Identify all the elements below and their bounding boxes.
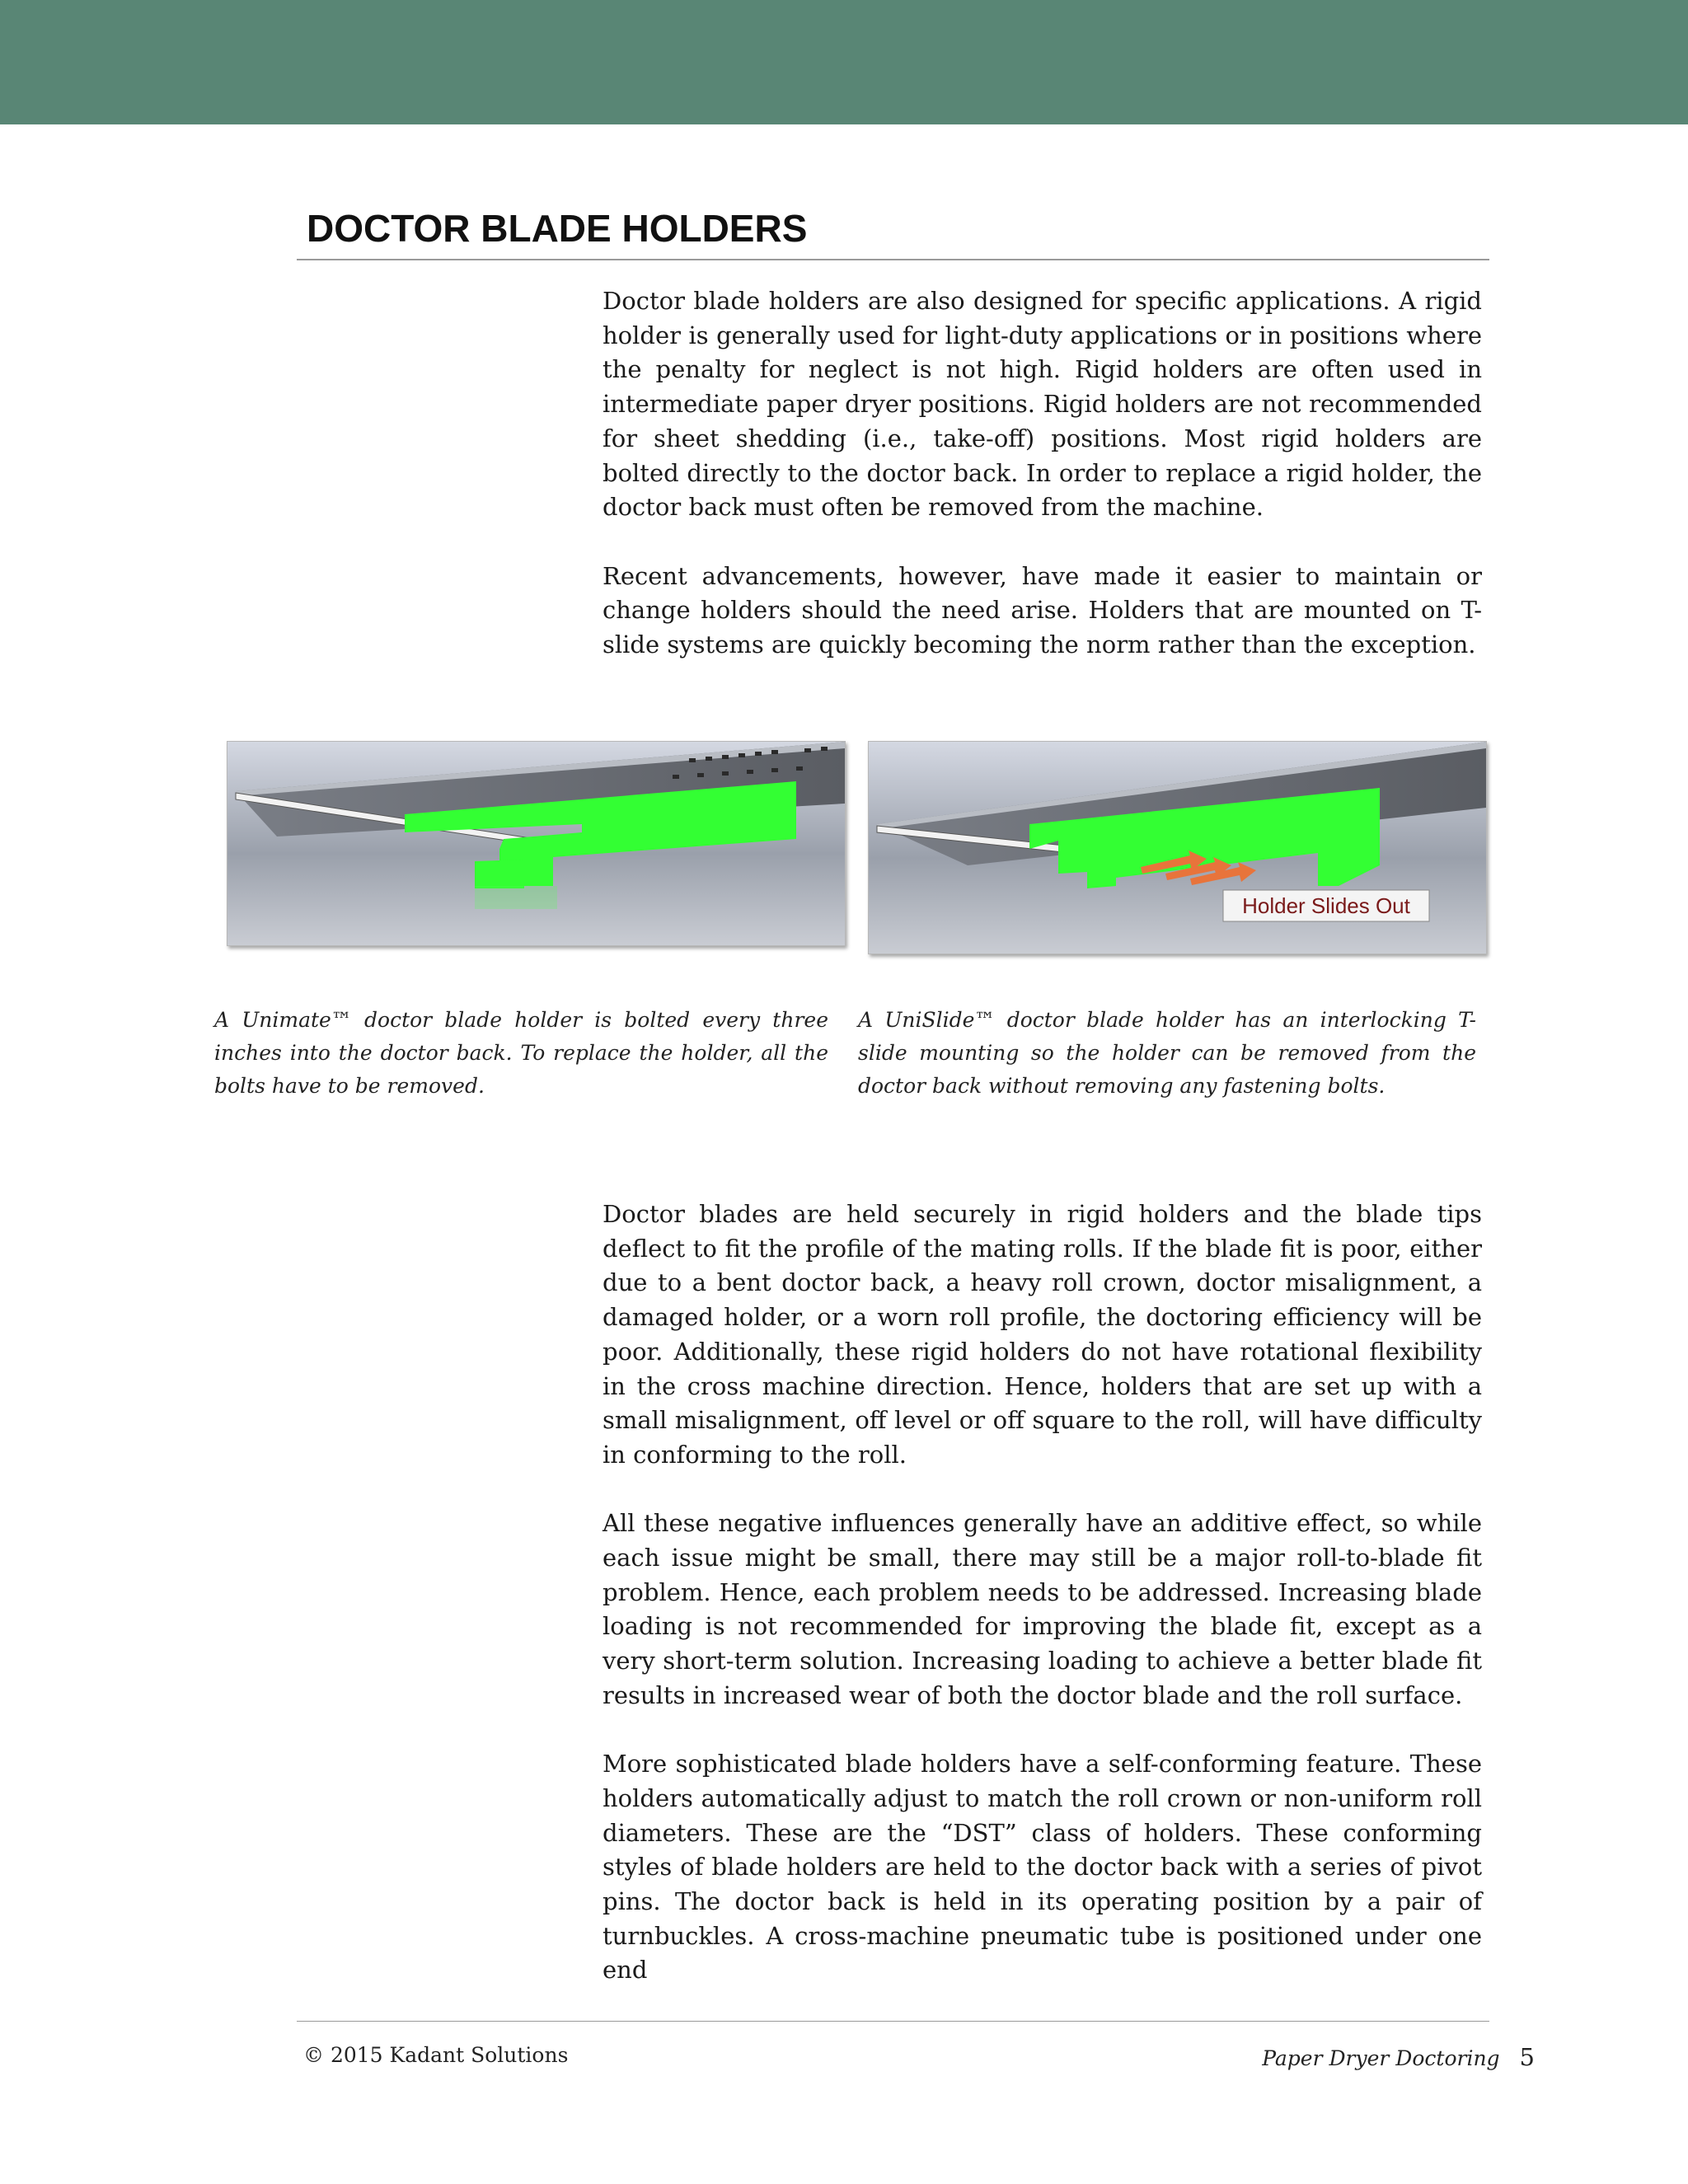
page-number: 5 bbox=[1519, 2043, 1535, 2071]
unislide-holder-image bbox=[868, 741, 1487, 954]
intro-paragraph-2: Recent advancements, however, have made it easier to maintain or change holders should the need arise. Holders that are mounted on T-slide systems are quickly becoming the norm rather than the exception. bbox=[603, 561, 1482, 659]
body-paragraph-3: More sophisticated blade holders have a self-conforming feature. These holders automatically adjust to match the roll crown or non-uniform roll diameters. These are the “DST” class of holders. These conforming styles of blade holders are held to the doctor back with a series of pivot pins. The doctor back is held in its operating position by a pair of turnbuckles. A cross-machine pneumatic tube is positioned under one end bbox=[603, 1750, 1482, 1985]
page-title: DOCTOR BLADE HOLDERS bbox=[307, 207, 808, 250]
footer-copyright: © 2015 Kadant Solutions bbox=[303, 2043, 569, 2067]
body-paragraph-1: Doctor blades are held securely in rigid holders and the blade tips deflect to fit the profile of the mating rolls. If the blade fit is poor, either due to a bent doctor back, a heavy roll crown, doctor misalignment, a damaged holder, or a worn roll profile, the doctoring efficiency will be poor. Additionally, these rigid holders do not have rotational flexibility in the cross machine direction. Hence, holders that are set up with a small misalignment, off level or off square to the roll, will have difficulty in conforming to the roll. bbox=[603, 1200, 1482, 1469]
title-rule bbox=[297, 259, 1489, 260]
unimate-holder-image bbox=[227, 741, 846, 946]
body-paragraph-2: All these negative influences generally have an additive effect, so while each issue might be small, there may still be a major roll-to-blade fit problem. Hence, each problem needs to be addressed. Increasing blade loading is not recommended for improving the blade fit, except as a very short-term solution. Increasing loading to achieve a better blade fit results in increased wear of both the doctor blade and the roll surface. bbox=[603, 1509, 1482, 1709]
holder-slides-out-label: Holder Slides Out bbox=[1242, 893, 1410, 918]
footer-info bbox=[1262, 2043, 1535, 2071]
body-column bbox=[603, 1197, 1482, 1988]
intro-column bbox=[603, 284, 1482, 663]
footer-rule bbox=[297, 2021, 1489, 2022]
footer-doc-title: Paper Dryer Doctoring bbox=[1262, 2046, 1500, 2070]
intro-paragraph-1: Doctor blade holders are also designed for specific applications. A rigid holder is generally used for light-duty applications or in positions where the penalty for neglect is not high. Rigid holders are often used in intermediate paper dryer positions. Rigid holders are not recommended for sheet shedding (i.e., take-off) positions. Most rigid holders are bolted directly to the doctor back. In order to replace a rigid holder, the doctor back must often be removed from the machine. bbox=[603, 287, 1482, 522]
header-band bbox=[0, 0, 1688, 124]
left-figure-caption: A Unimate™ doctor blade holder is bolted every three inches into the doctor back. To replace the holder, all the bolts have to be removed. bbox=[214, 1008, 828, 1098]
right-figure-caption: A UniSlide™ doctor blade holder has an interlocking T-slide mounting so the holder can be removed from the doctor back without removing any fastening bolts. bbox=[858, 1008, 1476, 1098]
